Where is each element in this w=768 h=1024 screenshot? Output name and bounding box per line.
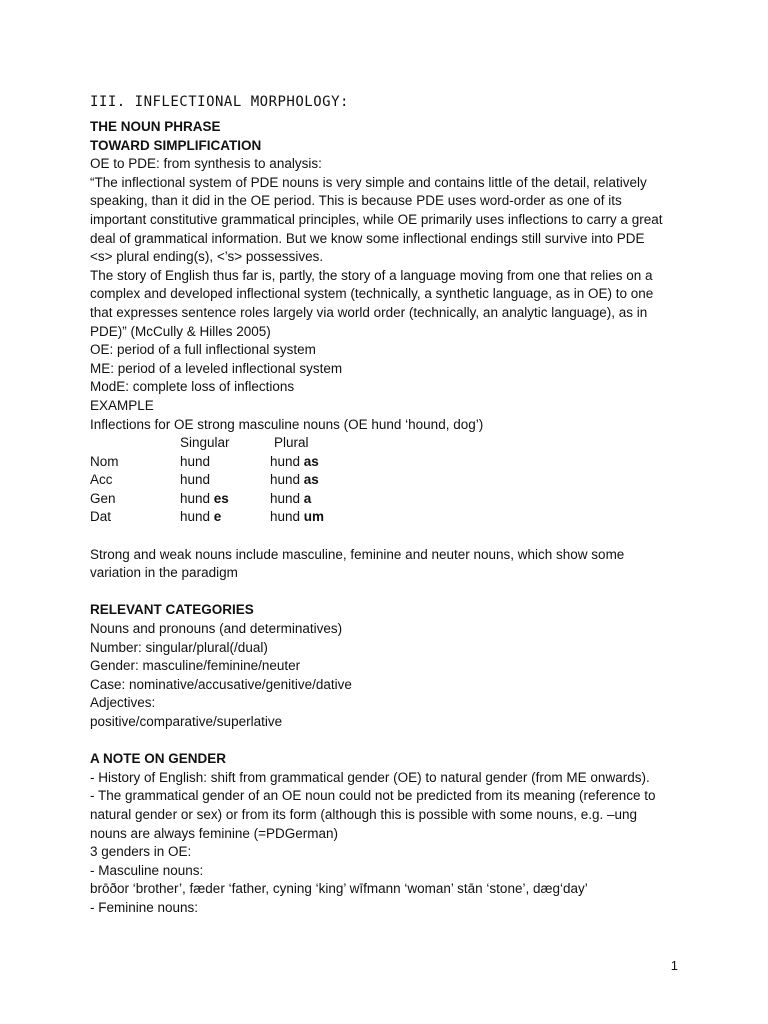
paragraph-line: PDE)” (McCully & Hilles 2005) [90, 323, 271, 339]
paragraph-line: EXAMPLE [90, 397, 154, 413]
inflection-table [90, 434, 690, 527]
categories-heading: RELEVANT CATEGORIES [90, 602, 254, 618]
stem: hund [180, 453, 211, 469]
plural-cell [270, 490, 390, 509]
singular-cell [180, 490, 270, 509]
category-line: positive/comparative/superlative [90, 714, 283, 729]
gender-line: nouns are always feminine (=PDGerman) [90, 825, 338, 841]
gender-line: - Masculine nouns: [90, 862, 204, 878]
plural-cell [270, 508, 390, 527]
paragraph-line: OE to PDE: from synthesis to analysis: [90, 156, 322, 172]
stem: hund [180, 509, 214, 525]
paragraph-line: “The inflectional system of PDE nouns is very simple and contains little of the detail, relatively [90, 174, 647, 190]
plural-cell [270, 453, 390, 472]
category-line: Case: nominative/accusative/genitive/dative [90, 676, 352, 692]
singular-cell [180, 508, 270, 527]
title-noun-phrase: THE NOUN PHRASE [90, 119, 221, 134]
ending: as [303, 472, 319, 488]
spacer [90, 732, 690, 751]
spacer [90, 527, 690, 546]
singular-cell [180, 453, 270, 472]
paragraph-line: Inflections for OE strong masculine nouns (OE hund ‘hound, dog’) [90, 416, 484, 432]
paragraph-line: important constitutive grammatical principles, while OE primarily uses inflections to carry a great [90, 211, 663, 227]
title-toward-simplification: TOWARD SIMPLIFICATION [90, 137, 262, 153]
stem: hund [270, 490, 304, 506]
paragraph-line: complex and developed inflectional system (technically, a synthetic language, as in OE) to one [90, 286, 654, 302]
table-header-cell: Singular [180, 435, 230, 451]
plural-cell [270, 471, 390, 490]
ending: a [303, 490, 312, 506]
stem: hund [270, 453, 304, 469]
table-row [90, 490, 690, 509]
category-line: Nouns and pronouns (and determinatives) [90, 621, 343, 637]
paragraph-line: The story of English thus far is, partly, the story of a language moving from one that relies on a [90, 267, 653, 283]
gender-line: natural gender or sex) or from its form (although this is possible with some nouns, e.g. –ung [90, 806, 638, 822]
ending: e [213, 509, 222, 525]
table-row [90, 471, 690, 490]
paragraph-line: OE: period of a full inflectional system [90, 342, 316, 358]
stem: hund [270, 509, 304, 525]
ending: es [213, 490, 229, 506]
case-cell: Gen [90, 490, 116, 506]
case-cell: Dat [90, 509, 112, 525]
table-header-cell: Plural [274, 435, 309, 451]
ending: as [303, 453, 319, 469]
paragraph-line: deal of grammatical information. But we know some inflectional endings still survive into PDE [90, 230, 645, 246]
stem: hund [180, 490, 214, 506]
document-page [90, 92, 690, 918]
gender-line: - The grammatical gender of an OE noun could not be predicted from its meaning (reference to [90, 788, 656, 804]
table-row [90, 453, 690, 472]
ending: um [303, 509, 325, 525]
paragraph-line: ME: period of a leveled inflectional system [90, 360, 343, 376]
paragraph-line: ModE: complete loss of inflections [90, 379, 295, 395]
stem: hund [270, 472, 304, 488]
gender-line: brōðor ‘brother’, fæder ‘father, cyning ‘king’ wīfmann ‘woman’ stān ‘stone’, dæg‘day’ [90, 881, 588, 897]
table-header-row [90, 434, 690, 453]
page-number: 1 [670, 958, 678, 973]
case-cell: Acc [90, 472, 113, 488]
gender-heading: A NOTE ON GENDER [90, 751, 227, 767]
singular-cell [180, 471, 270, 490]
gender-line: - History of English: shift from grammatical gender (OE) to natural gender (from ME onwards). [90, 769, 650, 785]
table-row [90, 508, 690, 527]
section-heading: III. INFLECTIONAL MORPHOLOGY: [90, 94, 349, 110]
spacer [90, 583, 690, 602]
gender-line: 3 genders in OE: [90, 844, 192, 860]
intro-block [90, 155, 690, 434]
category-line: Number: singular/plural(/dual) [90, 639, 268, 655]
gender-line: - Feminine nouns: [90, 899, 199, 915]
stem: hund [180, 472, 211, 488]
paragraph-line: Strong and weak nouns include masculine, feminine and neuter nouns, which show some [90, 546, 625, 562]
category-line: Adjectives: [90, 695, 156, 711]
paragraph-line: variation in the paradigm [90, 565, 238, 581]
paragraph-line: speaking, than it did in the OE period. This is because PDE uses word-order as one of its [90, 193, 622, 209]
category-line: Gender: masculine/feminine/neuter [90, 658, 301, 674]
paragraph-line: that expresses sentence roles largely via world order (technically, an analytic language), as in [90, 304, 648, 320]
table-header-cell [90, 434, 180, 453]
paragraph-line: <s> plural ending(s), <’s> possessives. [90, 249, 324, 265]
case-cell: Nom [90, 453, 119, 469]
